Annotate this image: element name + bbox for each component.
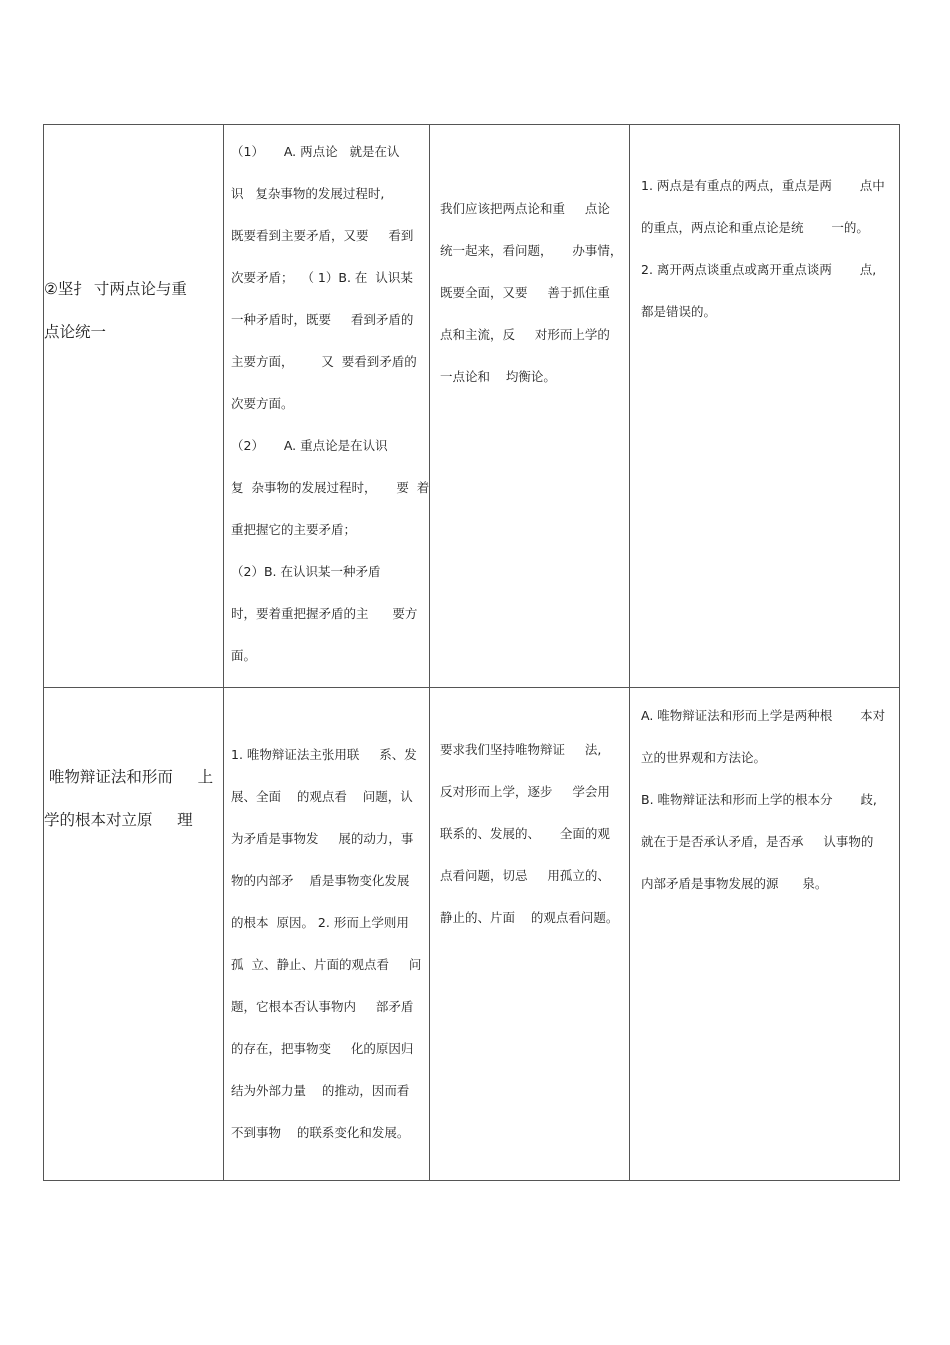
- row1-content-line: 重把握它的主要矛盾；: [231, 522, 357, 537]
- row1-content-line: 时，要着重把握矛盾的主 要方: [231, 606, 418, 621]
- row1-requirement-line: 统一起来，看问题， 办事情，: [440, 243, 623, 258]
- row1-content-line: 主要方面， 又 要看到矛盾的: [231, 354, 417, 369]
- row1-requirement-cell: [440, 188, 628, 398]
- row1-content-line: 既要看到主要矛盾，又要 看到: [231, 228, 414, 243]
- row1-notes-line: 1. 两点是有重点的两点，重点是两 点中: [641, 178, 885, 193]
- column-divider-1: [223, 125, 224, 1180]
- row2-requirement-line: 要求我们坚持唯物辩证 法,: [440, 742, 602, 757]
- row2-notes-cell: [641, 695, 899, 905]
- row2-notes-line: A. 唯物辩证法和形而上学是两种根 本对: [641, 708, 886, 723]
- row2-requirement-line: 点看问题，切忌 用孤立的、: [440, 868, 610, 883]
- row2-content-line: 展、全面 的观点看 问题，认: [231, 789, 413, 804]
- row1-requirement-line: 我们应该把两点论和重 点论: [440, 201, 610, 216]
- row2-content-line: 的存在，把事物变 化的原因归: [231, 1041, 414, 1056]
- row1-topic-line: ②坚扌 寸两点论与重: [44, 280, 187, 298]
- row1-requirement-line: 点和主流，反 对形而上学的: [440, 327, 610, 342]
- row-divider: [44, 687, 899, 688]
- row1-content-line: 复 杂事物的发展过程时， 要 着: [231, 480, 430, 495]
- row2-topic-line: 唯物辩证法和形而 上: [44, 768, 214, 786]
- row2-content-line: 题，它根本否认事物内 部矛盾: [231, 999, 414, 1014]
- row2-requirement-line: 反对形而上学，逐步 学会用: [440, 784, 610, 799]
- comparison-table: [43, 124, 900, 1181]
- row1-content-line: （1） A. 两点论 就是在认: [231, 144, 400, 159]
- row2-notes-line: B. 唯物辩证法和形而上学的根本分 歧,: [641, 792, 877, 807]
- row1-content-cell: [231, 131, 430, 677]
- row2-topic-cell: [44, 756, 222, 842]
- row1-requirement-line: 一点论和 均衡论。: [440, 369, 556, 384]
- row1-requirement-line: 既要全面，又要 善于抓住重: [440, 285, 610, 300]
- row2-requirement-line: 静止的、片面 的观点看问题。: [440, 910, 619, 925]
- row1-content-line: 识 复杂事物的发展过程时,: [231, 186, 385, 201]
- row2-requirement-cell: [440, 729, 628, 939]
- row2-content-line: 1. 唯物辩证法主张用联 系、发: [231, 747, 417, 762]
- row1-notes-line: 都是错误的。: [641, 304, 717, 319]
- row1-topic-cell: [44, 268, 222, 354]
- row2-content-line: 物的内部矛 盾是事物变化发展: [231, 873, 410, 888]
- row1-topic-line: 点论统一: [44, 323, 107, 341]
- row1-content-line: 一种矛盾时，既要 看到矛盾的: [231, 312, 414, 327]
- row2-content-line: 为矛盾是事物发 展的动力，事: [231, 831, 414, 846]
- row1-notes-line: 的重点，两点论和重点论是统 一的。: [641, 220, 869, 235]
- column-divider-3: [629, 125, 630, 1180]
- row2-content-line: 不到事物 的联系变化和发展。: [231, 1125, 410, 1140]
- row2-content-cell: [231, 734, 427, 1154]
- row1-content-line: 面。: [231, 648, 257, 663]
- row2-notes-line: 就在于是否承认矛盾，是否承 认事物的: [641, 834, 874, 849]
- row1-content-line: 次要矛盾； （ 1）B. 在 认识某: [231, 270, 413, 285]
- row1-content-line: （2）B. 在认识某一种矛盾: [231, 564, 381, 579]
- row2-content-line: 孤 立、静止、片面的观点看 问: [231, 957, 422, 972]
- row2-content-line: 的根本 原因。 2. 形而上学则用: [231, 915, 409, 930]
- row2-content-line: 结为外部力量 的推动，因而看: [231, 1083, 410, 1098]
- row2-topic-line: 学的根本对立原 理: [44, 811, 193, 829]
- row1-notes-cell: [641, 165, 899, 333]
- row2-notes-line: 内部矛盾是事物发展的源 泉。: [641, 876, 828, 891]
- row1-content-line: （2） A. 重点论是在认识: [231, 438, 388, 453]
- row2-notes-line: 立的世界观和方法论。: [641, 750, 767, 765]
- row2-requirement-line: 联系的、发展的、 全面的观: [440, 826, 610, 841]
- row1-notes-line: 2. 离开两点谈重点或离开重点谈两 点,: [641, 262, 877, 277]
- column-divider-2: [429, 125, 430, 1180]
- row1-content-line: 次要方面。: [231, 396, 294, 411]
